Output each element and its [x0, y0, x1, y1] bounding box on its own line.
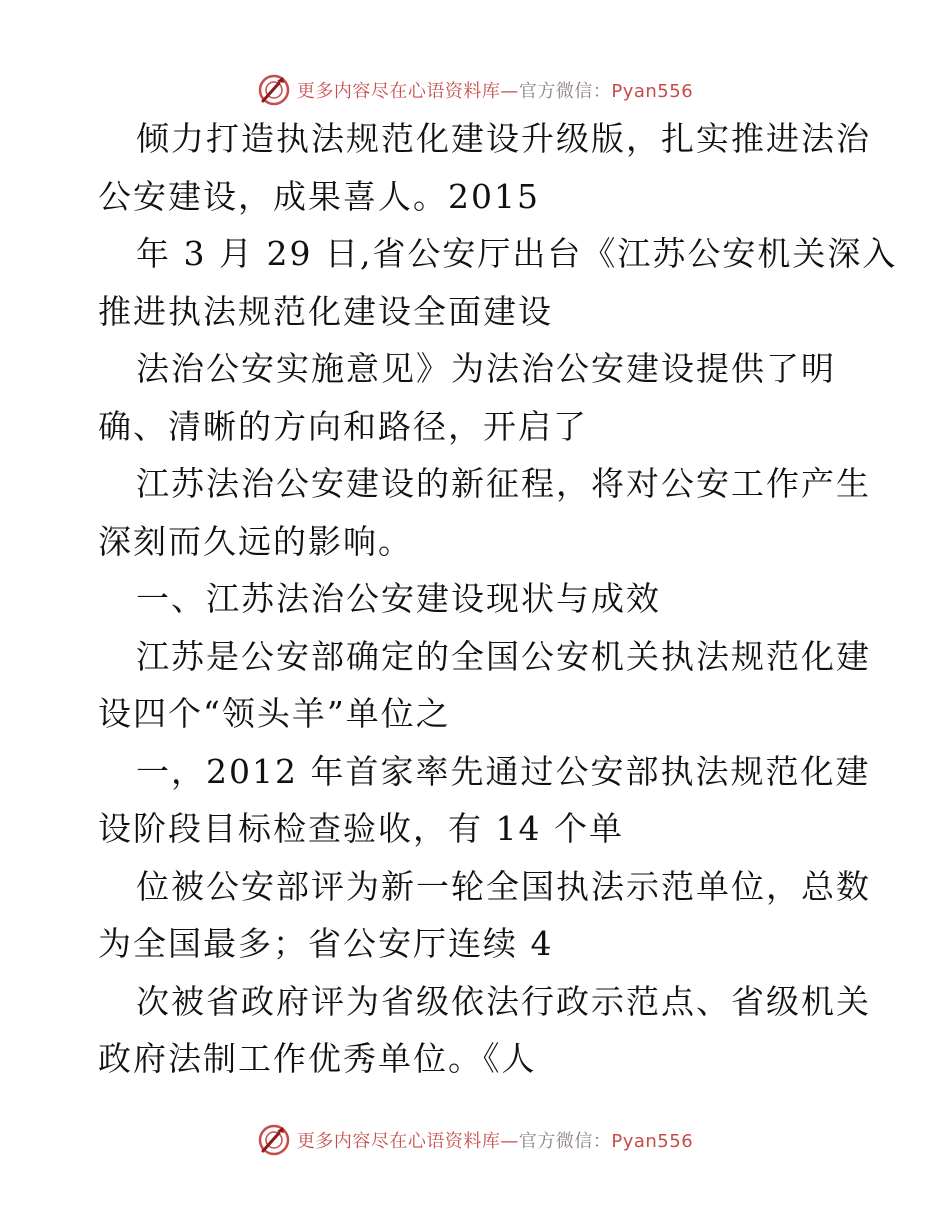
seal-logo-icon [257, 1123, 291, 1157]
text-line: 江苏法治公安建设的新征程，将对公安工作产生 [136, 464, 871, 503]
text-line: 一，2012 年首家率先通过公安部执法规范化建 [136, 751, 871, 791]
text-line: 年 3 月 29 日,省公安厅出台《江苏公安机关深入 [136, 234, 898, 273]
footer-watermark [0, 1120, 950, 1160]
text-line: 设阶段目标检查验收，有 14 个单 [98, 809, 624, 848]
text-line: 深刻而久远的影响。 [98, 521, 413, 561]
watermark-text [297, 77, 693, 103]
text-line: 为全国最多；省公安厅连续 4 [98, 924, 554, 963]
watermark-main-text: 更多内容尽在心语资料库 [296, 1131, 501, 1152]
text-line: 公安建设，成果喜人。2015 [98, 176, 540, 216]
watermark-wechat-id: Pyan556 [611, 1131, 694, 1152]
seal-logo-icon [257, 73, 291, 107]
document-body [98, 119, 898, 1100]
text-line: 设四个“领头羊”单位之 [98, 694, 451, 733]
header-watermark [0, 70, 950, 110]
watermark-text [297, 1127, 693, 1153]
watermark-main-text: 更多内容尽在心语资料库 [296, 81, 501, 102]
text-line: 法治公安实施意见》为法治公安建设提供了明 [136, 349, 836, 388]
text-line: 次被省政府评为省级依法行政示范点、省级机关 [136, 981, 871, 1021]
section-heading: 一、江苏法治公安建设现状与成效 [136, 579, 661, 618]
text-line: 确、清晰的方向和路径，开启了 [98, 406, 588, 446]
text-line: 江苏是公安部确定的全国公安机关执法规范化建 [136, 636, 871, 676]
text-line: 位被公安部评为新一轮全国执法示范单位，总数 [136, 866, 871, 906]
watermark-dash: — [500, 1131, 519, 1152]
text-line: 倾力打造执法规范化建设升级版，扎实推进法治 [136, 119, 871, 158]
watermark-label: 官方微信： [518, 1131, 612, 1152]
watermark-dash: — [500, 81, 519, 102]
text-line: 推进执法规范化建设全面建设 [98, 291, 553, 331]
watermark-label: 官方微信： [518, 81, 612, 102]
watermark-wechat-id: Pyan556 [611, 81, 694, 102]
text-line: 政府法制工作优秀单位。《人 [98, 1039, 537, 1078]
